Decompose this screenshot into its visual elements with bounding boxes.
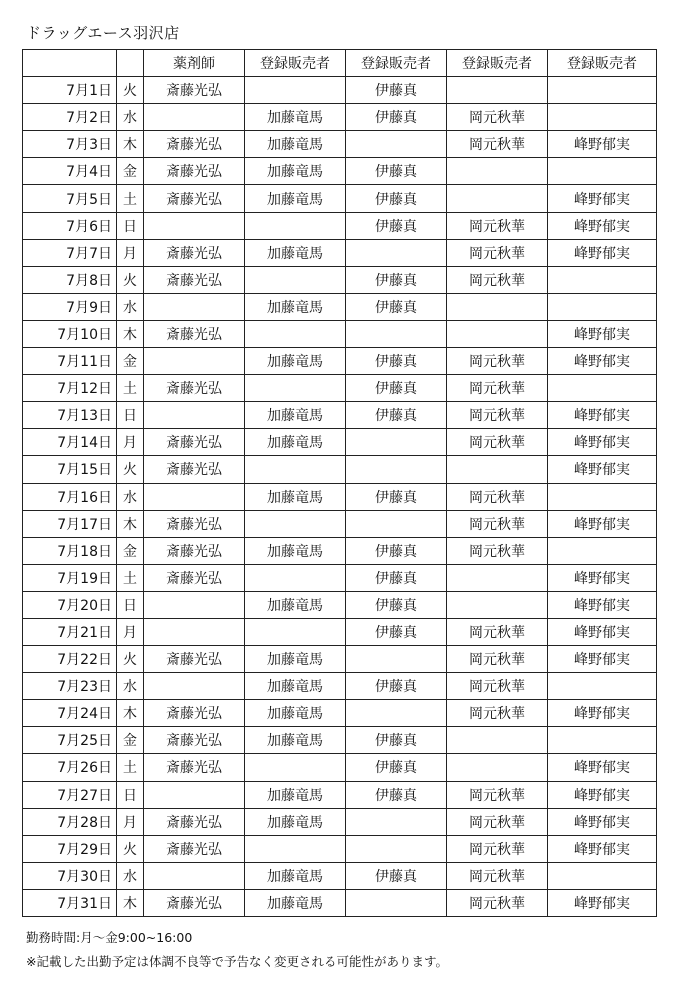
- day-of-week-cell: 金: [117, 727, 144, 754]
- seller-3-cell: 岡元秋華: [447, 510, 548, 537]
- pharmacist-cell: [144, 104, 245, 131]
- day-of-week-cell: 木: [117, 320, 144, 347]
- table-row: [23, 158, 657, 185]
- date-cell: 7月16日: [23, 483, 117, 510]
- date-cell: 7月21日: [23, 618, 117, 645]
- seller-1-cell: 加藤竜馬: [245, 646, 346, 673]
- seller-1-cell: [245, 835, 346, 862]
- pharmacist-cell: 斎藤光弘: [144, 754, 245, 781]
- seller-4-cell: [548, 483, 657, 510]
- seller-4-cell: 峰野郁実: [548, 429, 657, 456]
- seller-1-cell: [245, 510, 346, 537]
- seller-1-cell: 加藤竜馬: [245, 104, 346, 131]
- seller-4-cell: 峰野郁実: [548, 320, 657, 347]
- pharmacist-cell: [144, 348, 245, 375]
- pharmacist-cell: 斎藤光弘: [144, 456, 245, 483]
- seller-3-cell: 岡元秋華: [447, 618, 548, 645]
- table-row: [23, 131, 657, 158]
- seller-2-cell: 伊藤真: [346, 293, 447, 320]
- seller-1-cell: 加藤竜馬: [245, 402, 346, 429]
- seller-4-cell: 峰野郁実: [548, 510, 657, 537]
- pharmacist-cell: 斎藤光弘: [144, 700, 245, 727]
- header-seller-4: 登録販売者: [548, 50, 657, 77]
- working-hours: 勤務時間:月～金9:00~16:00: [26, 930, 193, 945]
- seller-4-cell: 峰野郁実: [548, 564, 657, 591]
- seller-3-cell: 岡元秋華: [447, 700, 548, 727]
- table-row: [23, 375, 657, 402]
- seller-3-cell: [447, 754, 548, 781]
- seller-1-cell: 加藤竜馬: [245, 348, 346, 375]
- date-cell: 7月29日: [23, 835, 117, 862]
- seller-1-cell: 加藤竜馬: [245, 700, 346, 727]
- seller-2-cell: 伊藤真: [346, 727, 447, 754]
- table-row: [23, 591, 657, 618]
- seller-2-cell: [346, 646, 447, 673]
- seller-2-cell: [346, 808, 447, 835]
- seller-3-cell: 岡元秋華: [447, 429, 548, 456]
- seller-4-cell: [548, 293, 657, 320]
- seller-3-cell: 岡元秋華: [447, 537, 548, 564]
- seller-1-cell: 加藤竜馬: [245, 293, 346, 320]
- pharmacist-cell: 斎藤光弘: [144, 185, 245, 212]
- seller-2-cell: 伊藤真: [346, 348, 447, 375]
- table-row: [23, 483, 657, 510]
- date-cell: 7月12日: [23, 375, 117, 402]
- seller-1-cell: [245, 320, 346, 347]
- day-of-week-cell: 水: [117, 483, 144, 510]
- seller-2-cell: 伊藤真: [346, 104, 447, 131]
- table-row: [23, 673, 657, 700]
- date-cell: 7月9日: [23, 293, 117, 320]
- seller-4-cell: [548, 862, 657, 889]
- header-pharmacist: 薬剤師: [144, 50, 245, 77]
- day-of-week-cell: 木: [117, 889, 144, 916]
- date-cell: 7月11日: [23, 348, 117, 375]
- table-row: [23, 185, 657, 212]
- day-of-week-cell: 火: [117, 266, 144, 293]
- seller-4-cell: 峰野郁実: [548, 402, 657, 429]
- pharmacist-cell: [144, 293, 245, 320]
- day-of-week-cell: 月: [117, 429, 144, 456]
- date-cell: 7月30日: [23, 862, 117, 889]
- day-of-week-cell: 木: [117, 131, 144, 158]
- pharmacist-cell: [144, 673, 245, 700]
- table-row: [23, 348, 657, 375]
- seller-4-cell: 峰野郁実: [548, 808, 657, 835]
- day-of-week-cell: 日: [117, 781, 144, 808]
- pharmacist-cell: [144, 591, 245, 618]
- table-row: [23, 862, 657, 889]
- seller-2-cell: 伊藤真: [346, 77, 447, 104]
- day-of-week-cell: 水: [117, 293, 144, 320]
- seller-3-cell: 岡元秋華: [447, 348, 548, 375]
- day-of-week-cell: 火: [117, 77, 144, 104]
- day-of-week-cell: 火: [117, 456, 144, 483]
- table-row: [23, 212, 657, 239]
- pharmacist-cell: [144, 483, 245, 510]
- day-of-week-cell: 日: [117, 591, 144, 618]
- pharmacist-cell: 斎藤光弘: [144, 646, 245, 673]
- table-row: [23, 402, 657, 429]
- seller-3-cell: [447, 564, 548, 591]
- table-row: [23, 618, 657, 645]
- table-row: [23, 510, 657, 537]
- date-cell: 7月24日: [23, 700, 117, 727]
- date-cell: 7月10日: [23, 320, 117, 347]
- date-cell: 7月18日: [23, 537, 117, 564]
- table-row: [23, 293, 657, 320]
- date-cell: 7月27日: [23, 781, 117, 808]
- seller-3-cell: 岡元秋華: [447, 483, 548, 510]
- seller-3-cell: 岡元秋華: [447, 781, 548, 808]
- seller-4-cell: 峰野郁実: [548, 754, 657, 781]
- day-of-week-cell: 水: [117, 862, 144, 889]
- seller-1-cell: 加藤竜馬: [245, 889, 346, 916]
- date-cell: 7月1日: [23, 77, 117, 104]
- seller-2-cell: 伊藤真: [346, 158, 447, 185]
- table-row: [23, 104, 657, 131]
- seller-3-cell: 岡元秋華: [447, 212, 548, 239]
- pharmacist-cell: 斎藤光弘: [144, 537, 245, 564]
- table-row: [23, 537, 657, 564]
- table-row: [23, 456, 657, 483]
- seller-3-cell: 岡元秋華: [447, 808, 548, 835]
- seller-1-cell: [245, 618, 346, 645]
- seller-3-cell: [447, 185, 548, 212]
- day-of-week-cell: 土: [117, 754, 144, 781]
- table-row: [23, 808, 657, 835]
- table-row: [23, 835, 657, 862]
- seller-3-cell: 岡元秋華: [447, 862, 548, 889]
- seller-4-cell: [548, 727, 657, 754]
- date-cell: 7月8日: [23, 266, 117, 293]
- seller-1-cell: 加藤竜馬: [245, 429, 346, 456]
- seller-4-cell: 峰野郁実: [548, 889, 657, 916]
- table-row: [23, 781, 657, 808]
- day-of-week-cell: 金: [117, 158, 144, 185]
- seller-4-cell: 峰野郁実: [548, 212, 657, 239]
- seller-4-cell: [548, 537, 657, 564]
- pharmacist-cell: 斎藤光弘: [144, 889, 245, 916]
- seller-2-cell: 伊藤真: [346, 862, 447, 889]
- seller-3-cell: [447, 456, 548, 483]
- table-row: [23, 754, 657, 781]
- seller-2-cell: 伊藤真: [346, 375, 447, 402]
- seller-2-cell: 伊藤真: [346, 781, 447, 808]
- day-of-week-cell: 日: [117, 212, 144, 239]
- seller-2-cell: [346, 429, 447, 456]
- seller-1-cell: 加藤竜馬: [245, 158, 346, 185]
- pharmacist-cell: 斎藤光弘: [144, 429, 245, 456]
- seller-2-cell: [346, 835, 447, 862]
- seller-4-cell: 峰野郁実: [548, 239, 657, 266]
- seller-4-cell: 峰野郁実: [548, 456, 657, 483]
- table-row: [23, 727, 657, 754]
- seller-2-cell: [346, 889, 447, 916]
- pharmacist-cell: 斎藤光弘: [144, 564, 245, 591]
- seller-4-cell: [548, 266, 657, 293]
- pharmacist-cell: 斎藤光弘: [144, 320, 245, 347]
- seller-2-cell: 伊藤真: [346, 537, 447, 564]
- table-row: [23, 564, 657, 591]
- seller-1-cell: 加藤竜馬: [245, 673, 346, 700]
- seller-3-cell: 岡元秋華: [447, 239, 548, 266]
- day-of-week-cell: 木: [117, 510, 144, 537]
- date-cell: 7月23日: [23, 673, 117, 700]
- pharmacist-cell: 斎藤光弘: [144, 510, 245, 537]
- seller-4-cell: 峰野郁実: [548, 700, 657, 727]
- table-row: [23, 239, 657, 266]
- seller-1-cell: 加藤竜馬: [245, 862, 346, 889]
- seller-1-cell: 加藤竜馬: [245, 239, 346, 266]
- day-of-week-cell: 土: [117, 375, 144, 402]
- day-of-week-cell: 水: [117, 673, 144, 700]
- seller-2-cell: [346, 510, 447, 537]
- date-cell: 7月17日: [23, 510, 117, 537]
- seller-1-cell: [245, 212, 346, 239]
- seller-3-cell: [447, 320, 548, 347]
- date-cell: 7月14日: [23, 429, 117, 456]
- seller-4-cell: [548, 104, 657, 131]
- date-cell: 7月28日: [23, 808, 117, 835]
- seller-4-cell: [548, 77, 657, 104]
- seller-4-cell: 峰野郁実: [548, 185, 657, 212]
- seller-4-cell: 峰野郁実: [548, 618, 657, 645]
- seller-3-cell: [447, 77, 548, 104]
- date-cell: 7月7日: [23, 239, 117, 266]
- page-title: ドラッグエース羽沢店: [26, 24, 180, 42]
- seller-3-cell: 岡元秋華: [447, 131, 548, 158]
- table-row: [23, 320, 657, 347]
- seller-4-cell: [548, 375, 657, 402]
- seller-1-cell: [245, 456, 346, 483]
- date-cell: 7月25日: [23, 727, 117, 754]
- table-row: [23, 77, 657, 104]
- seller-3-cell: [447, 727, 548, 754]
- day-of-week-cell: 月: [117, 808, 144, 835]
- pharmacist-cell: [144, 781, 245, 808]
- pharmacist-cell: [144, 212, 245, 239]
- date-cell: 7月13日: [23, 402, 117, 429]
- seller-1-cell: [245, 564, 346, 591]
- seller-3-cell: 岡元秋華: [447, 673, 548, 700]
- seller-2-cell: [346, 239, 447, 266]
- seller-1-cell: [245, 266, 346, 293]
- table-row: [23, 429, 657, 456]
- seller-2-cell: 伊藤真: [346, 185, 447, 212]
- seller-1-cell: 加藤竜馬: [245, 727, 346, 754]
- seller-1-cell: 加藤竜馬: [245, 537, 346, 564]
- seller-4-cell: 峰野郁実: [548, 591, 657, 618]
- date-cell: 7月3日: [23, 131, 117, 158]
- header-seller-2: 登録販売者: [346, 50, 447, 77]
- seller-3-cell: [447, 158, 548, 185]
- seller-2-cell: 伊藤真: [346, 564, 447, 591]
- day-of-week-cell: 金: [117, 348, 144, 375]
- day-of-week-cell: 月: [117, 239, 144, 266]
- day-of-week-cell: 水: [117, 104, 144, 131]
- pharmacist-cell: 斎藤光弘: [144, 835, 245, 862]
- seller-1-cell: 加藤竜馬: [245, 185, 346, 212]
- table-row: [23, 646, 657, 673]
- date-cell: 7月31日: [23, 889, 117, 916]
- day-of-week-cell: 土: [117, 564, 144, 591]
- seller-2-cell: [346, 131, 447, 158]
- seller-1-cell: [245, 375, 346, 402]
- disclaimer: ※記載した出勤予定は体調不良等で予告なく変更される可能性があります。: [26, 954, 448, 969]
- seller-1-cell: 加藤竜馬: [245, 131, 346, 158]
- seller-2-cell: 伊藤真: [346, 266, 447, 293]
- pharmacist-cell: 斎藤光弘: [144, 266, 245, 293]
- seller-4-cell: 峰野郁実: [548, 348, 657, 375]
- seller-3-cell: [447, 591, 548, 618]
- pharmacist-cell: 斎藤光弘: [144, 158, 245, 185]
- header-date: [23, 50, 117, 77]
- date-cell: 7月22日: [23, 646, 117, 673]
- header-day: [117, 50, 144, 77]
- seller-4-cell: 峰野郁実: [548, 646, 657, 673]
- day-of-week-cell: 土: [117, 185, 144, 212]
- pharmacist-cell: [144, 402, 245, 429]
- seller-1-cell: [245, 77, 346, 104]
- table-row: [23, 266, 657, 293]
- seller-2-cell: 伊藤真: [346, 591, 447, 618]
- seller-4-cell: [548, 158, 657, 185]
- seller-2-cell: [346, 700, 447, 727]
- table-row: [23, 889, 657, 916]
- day-of-week-cell: 火: [117, 646, 144, 673]
- pharmacist-cell: 斎藤光弘: [144, 727, 245, 754]
- seller-4-cell: 峰野郁実: [548, 781, 657, 808]
- date-cell: 7月5日: [23, 185, 117, 212]
- day-of-week-cell: 月: [117, 618, 144, 645]
- seller-2-cell: 伊藤真: [346, 212, 447, 239]
- pharmacist-cell: [144, 618, 245, 645]
- seller-4-cell: 峰野郁実: [548, 835, 657, 862]
- date-cell: 7月4日: [23, 158, 117, 185]
- seller-2-cell: 伊藤真: [346, 402, 447, 429]
- date-cell: 7月26日: [23, 754, 117, 781]
- seller-3-cell: 岡元秋華: [447, 835, 548, 862]
- date-cell: 7月6日: [23, 212, 117, 239]
- day-of-week-cell: 木: [117, 700, 144, 727]
- date-cell: 7月20日: [23, 591, 117, 618]
- seller-3-cell: 岡元秋華: [447, 402, 548, 429]
- seller-1-cell: 加藤竜馬: [245, 808, 346, 835]
- seller-2-cell: [346, 456, 447, 483]
- pharmacist-cell: 斎藤光弘: [144, 77, 245, 104]
- header-row: [23, 50, 657, 77]
- seller-1-cell: 加藤竜馬: [245, 781, 346, 808]
- schedule-table: [22, 49, 657, 917]
- seller-4-cell: [548, 673, 657, 700]
- notes: [26, 928, 448, 976]
- seller-3-cell: 岡元秋華: [447, 889, 548, 916]
- table-row: [23, 700, 657, 727]
- header-seller-1: 登録販売者: [245, 50, 346, 77]
- day-of-week-cell: 金: [117, 537, 144, 564]
- date-cell: 7月15日: [23, 456, 117, 483]
- seller-2-cell: 伊藤真: [346, 483, 447, 510]
- date-cell: 7月19日: [23, 564, 117, 591]
- date-cell: 7月2日: [23, 104, 117, 131]
- seller-3-cell: 岡元秋華: [447, 104, 548, 131]
- seller-1-cell: [245, 754, 346, 781]
- seller-2-cell: 伊藤真: [346, 618, 447, 645]
- header-seller-3: 登録販売者: [447, 50, 548, 77]
- pharmacist-cell: [144, 862, 245, 889]
- day-of-week-cell: 火: [117, 835, 144, 862]
- seller-3-cell: 岡元秋華: [447, 646, 548, 673]
- seller-1-cell: 加藤竜馬: [245, 591, 346, 618]
- seller-3-cell: 岡元秋華: [447, 266, 548, 293]
- pharmacist-cell: 斎藤光弘: [144, 808, 245, 835]
- day-of-week-cell: 日: [117, 402, 144, 429]
- seller-1-cell: 加藤竜馬: [245, 483, 346, 510]
- pharmacist-cell: 斎藤光弘: [144, 131, 245, 158]
- seller-3-cell: [447, 293, 548, 320]
- seller-2-cell: 伊藤真: [346, 673, 447, 700]
- pharmacist-cell: 斎藤光弘: [144, 375, 245, 402]
- seller-2-cell: 伊藤真: [346, 754, 447, 781]
- seller-3-cell: 岡元秋華: [447, 375, 548, 402]
- pharmacist-cell: 斎藤光弘: [144, 239, 245, 266]
- seller-2-cell: [346, 320, 447, 347]
- seller-4-cell: 峰野郁実: [548, 131, 657, 158]
